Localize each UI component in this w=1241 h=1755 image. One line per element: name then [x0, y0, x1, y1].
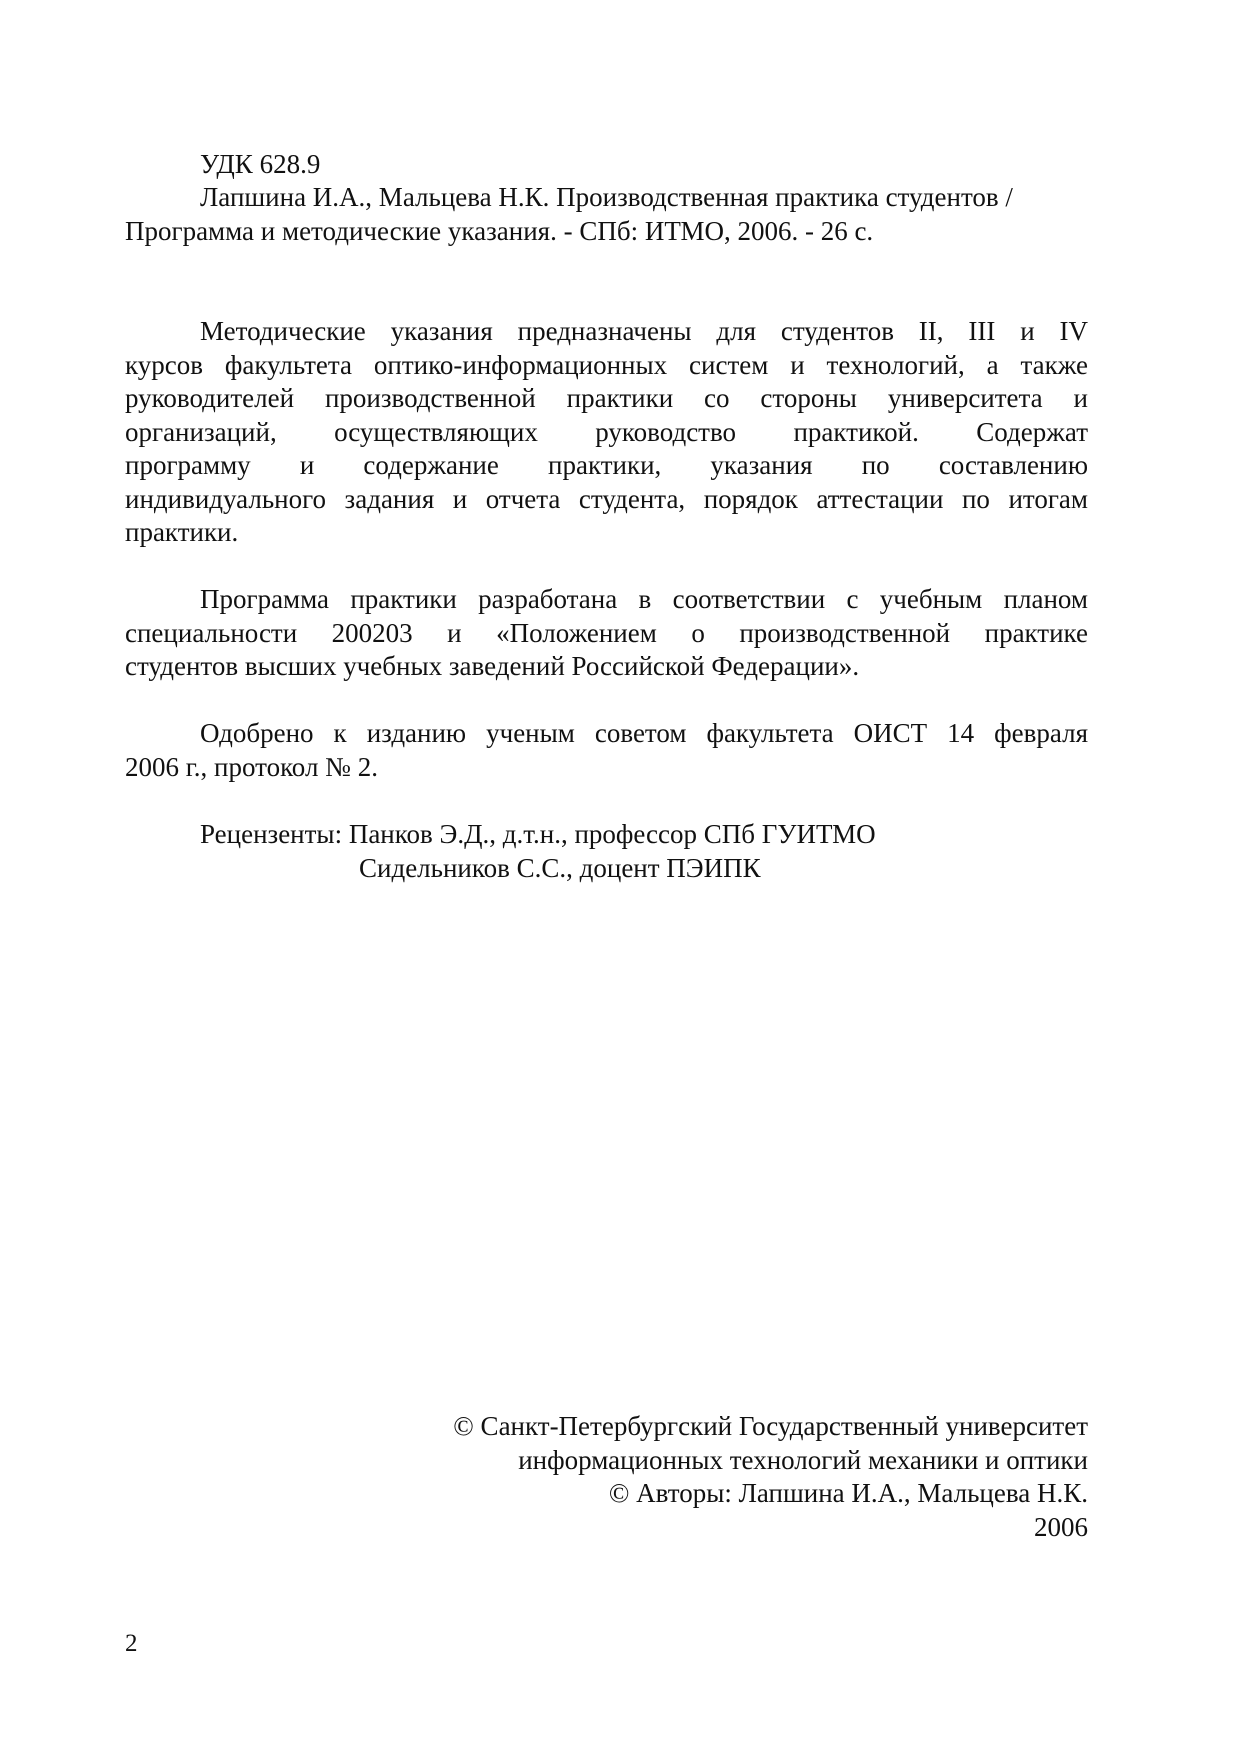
udk-text: УДК 628.9	[200, 149, 321, 179]
reviewer-line-1: Рецензенты: Панков Э.Д., д.т.н., профессор СПб ГУИТМО	[200, 819, 876, 849]
program-line: Программа практики разработана в соответствии с учебным планом	[200, 584, 1088, 614]
approval-paragraph	[125, 717, 1088, 784]
program-paragraph	[125, 583, 1088, 684]
annotation-line: индивидуального задания и отчета студента, порядок аттестации по итогам	[125, 483, 1088, 514]
program-line: специальности 200203 и «Положением о производственной практике	[125, 617, 1088, 648]
annotation-line: программу и содержание практики, указания по составлению	[125, 450, 1088, 480]
copyright-block	[125, 1410, 1088, 1544]
approval-line: 2006 г., протокол № 2.	[125, 751, 378, 782]
annotation-line: организаций, осуществляющих руководство практикой. Содержат	[125, 416, 1088, 447]
copyright-line-3: © Авторы: Лапшина И.А., Мальцева Н.К.	[608, 1478, 1088, 1508]
biblio-line-1: Лапшина И.А., Мальцева Н.К. Производственная практика студентов /	[200, 182, 1013, 212]
annotation-paragraph	[125, 315, 1088, 550]
program-line: студентов высших учебных заведений Российской Федерации».	[125, 651, 860, 681]
annotation-line: курсов факультета оптико-информационных систем и технологий, а также	[125, 349, 1088, 380]
copyright-line-2: информационных технологий механики и оптики	[518, 1444, 1088, 1475]
reviewers-block	[125, 818, 1088, 885]
page-number: 2	[125, 1630, 138, 1657]
udk-code	[125, 148, 1088, 182]
copyright-line-1: © Санкт-Петербургский Государственный университет	[453, 1411, 1088, 1441]
bibliographic-record	[125, 181, 1088, 248]
annotation-line: Методические указания предназначены для студентов II, III и IV	[200, 316, 1088, 346]
copyright-line-4: 2006	[1034, 1511, 1088, 1542]
annotation-line: руководителей производственной практики со стороны университета и	[125, 383, 1088, 413]
biblio-line-2: Программа и методические указания. - СПб: ИТМО, 2006. - 26 с.	[125, 215, 874, 246]
approval-line: Одобрено к изданию ученым советом факультета ОИСТ 14 февраля	[200, 718, 1088, 748]
annotation-line: практики.	[125, 517, 239, 547]
reviewer-line-2: Сидельников С.С., доцент ПЭИПК	[359, 852, 761, 883]
